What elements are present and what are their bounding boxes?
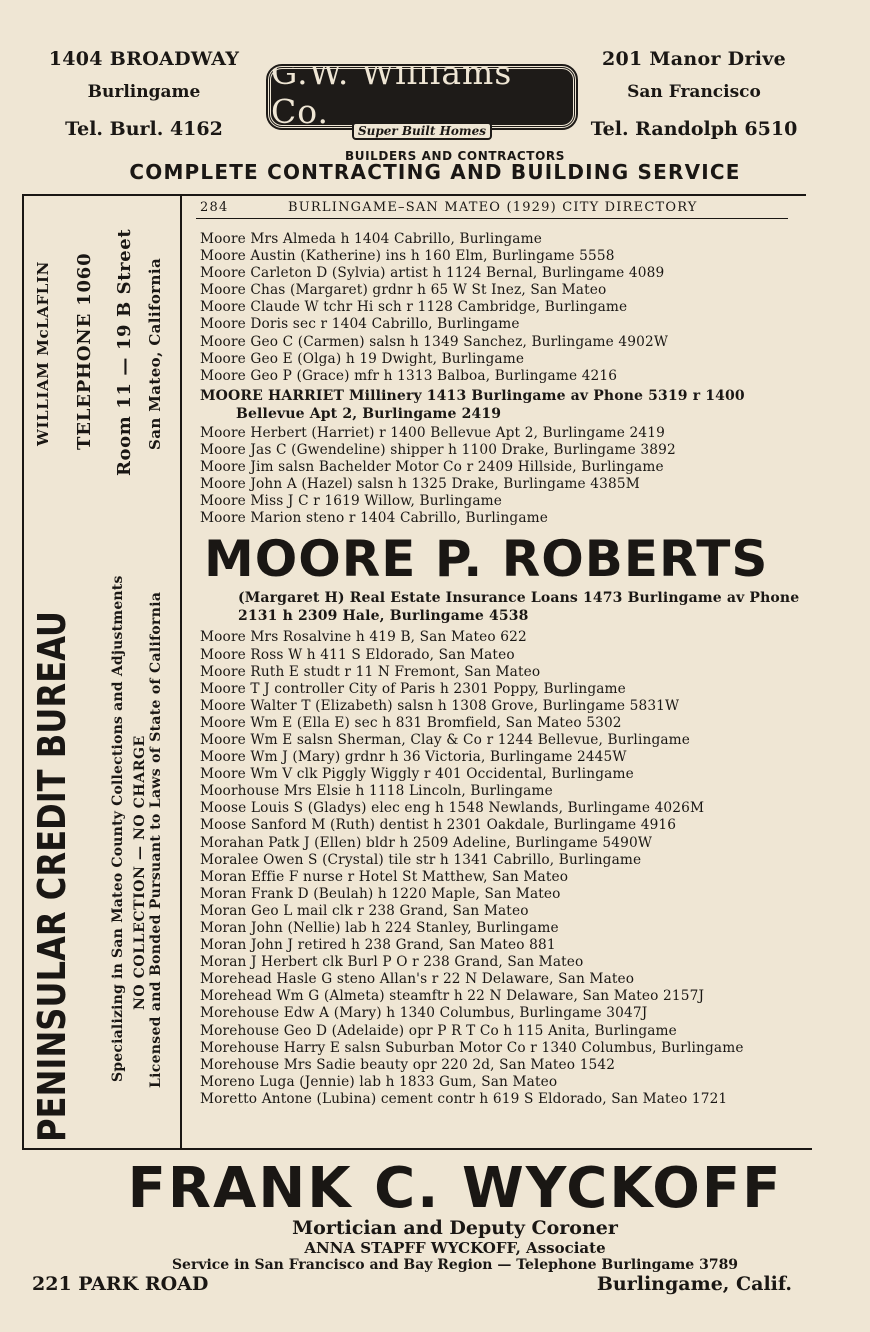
bottom-rule [22, 1148, 812, 1150]
header-left-block [38, 48, 250, 140]
bold-listing: MOORE HARRIET Millinery 1413 Burlingame av Phone 5319 r 1400 Bellevue Apt 2, Burlingame 2419 [200, 387, 745, 422]
list-item: Moore Geo E (Olga) h 19 Dwight, Burlingame [200, 350, 525, 367]
header-left-city: Burlingame [87, 82, 201, 102]
list-item: Moore Wm E salsn Sherman, Clay & Co r 1244 Bellevue, Burlingame [200, 731, 691, 748]
directory-title: BURLINGAME–SAN MATEO (1929) CITY DIRECTORY [288, 200, 698, 215]
footer-business-name: FRANK C. WYCKOFF [127, 1156, 783, 1221]
list-item: Moore T J controller City of Paris h 2301 Poppy, Burlingame [200, 680, 626, 697]
list-item: Moran Effie F nurse r Hotel St Matthew, San Mateo [200, 868, 569, 885]
list-item: Moorhouse Mrs Elsie h 1118 Lincoln, Burlingame [200, 783, 553, 800]
bureau-specialty: Specializing in San Mateo County Collections and Adjustments [110, 575, 126, 1082]
footer-service: Service in San Francisco and Bay Region — Telephone Burlingame 3789 [171, 1257, 739, 1273]
list-item: Morehead Wm G (Almeta) steamftr h 22 N Delaware, San Mateo 2157J [200, 988, 705, 1005]
builders-line: BUILDERS AND CONTRACTORS [345, 149, 565, 163]
footer-city: Burlingame, Calif. [596, 1273, 792, 1295]
bureau-phone: TELEPHONE 1060 [74, 252, 95, 450]
list-item: Morehouse Edw A (Mary) h 1340 Columbus, Burlingame 3047J [200, 1005, 648, 1022]
list-item: Moran John (Nellie) lab h 224 Stanley, Burlingame [200, 920, 559, 936]
list-item: Morehouse Mrs Sadie beauty opr 220 2d, San Mateo 1542 [200, 1056, 616, 1073]
header-right-city: San Francisco [627, 82, 761, 102]
directory-running-head [200, 200, 790, 215]
list-item: Morehead Hasle G steno Allan's r 22 N Delaware, San Mateo [200, 971, 635, 988]
list-item: Moore Miss J C r 1619 Willow, Burlingame [200, 493, 503, 510]
list-item: Moore Wm V clk Piggly Wiggly r 401 Occidental, Burlingame [200, 766, 634, 783]
header-right-phone: Tel. Randolph 6510 [590, 118, 798, 140]
list-item: Moran Frank D (Beulah) h 1220 Maple, San Mateo [200, 885, 561, 902]
list-item: Moreno Luga (Jennie) lab h 1833 Gum, San Mateo [200, 1073, 558, 1090]
list-item: Moore Geo P (Grace) mfr h 1313 Balboa, Burlingame 4216 [200, 367, 618, 384]
list-item: Moore Doris sec r 1404 Cabrillo, Burlingame [200, 316, 520, 333]
featured-listing-name: MOORE P. ROBERTS [204, 530, 769, 589]
header-left-phone: Tel. Burl. 4162 [65, 118, 223, 140]
list-item: Moore Herbert (Harriet) r 1400 Bellevue Apt 2, Burlingame 2419 [200, 424, 665, 441]
logo-text: G.W. Williams Co. [271, 53, 513, 131]
list-item: Moose Sanford M (Ruth) dentist h 2301 Oakdale, Burlingame 4916 [200, 817, 677, 834]
list-item: Moore Carleton D (Sylvia) artist h 1124 Bernal, Burlingame 4089 [200, 265, 665, 282]
bureau-licensed: Licensed and Bonded Pursuant to Laws of State of California [148, 591, 164, 1088]
dir-header-rule [196, 218, 788, 219]
list-item: Moore Jim salsn Bachelder Motor Co r 2409 Hillside, Burlingame [200, 459, 664, 476]
list-item: Moore Ross W h 411 S Eldorado, San Mateo [200, 646, 515, 663]
list-item: Moore Mrs Rosalvine h 419 B, San Mateo 622 [200, 629, 527, 646]
bureau-room: Room 11 — 19 B Street [114, 228, 135, 476]
bureau-no-charge: NO COLLECTION — NO CHARGE [132, 735, 148, 1010]
list-item: Morahan Patk J (Ellen) bldr h 2509 Adeline, Burlingame 5490W [200, 834, 653, 851]
directory-entries [200, 231, 815, 1108]
bureau-person: WILLIAM McLAFLIN [34, 261, 52, 446]
list-item: Moretto Antone (Lubina) cement contr h 619 S Eldorado, San Mateo 1721 [200, 1090, 728, 1107]
header-left-address: 1404 BROADWAY [48, 48, 240, 70]
list-item: Moore John A (Hazel) salsn h 1325 Drake, Burlingame 4385M [200, 476, 640, 493]
list-item: Moore Walter T (Elizabeth) salsn h 1308 Grove, Burlingame 5831W [200, 697, 680, 714]
list-item: Moore Chas (Margaret) grdnr h 65 W St Inez, San Mateo [200, 282, 607, 299]
list-item: Moran J Herbert clk Burl P O r 238 Grand, San Mateo [200, 954, 584, 971]
list-item: Moose Louis S (Gladys) elec eng h 1548 Newlands, Burlingame 4026M [200, 800, 705, 817]
list-item: Moran Geo L mail clk r 238 Grand, San Mateo [200, 902, 529, 919]
logo-subtitle: Super Built Homes [352, 122, 492, 140]
list-item: Moore Mrs Almeda h 1404 Cabrillo, Burlingame [200, 231, 542, 247]
list-item: Moore Wm J (Mary) grdnr h 36 Victoria, Burlingame 2445W [200, 749, 627, 766]
list-item: Morehouse Harry E salsn Suburban Motor Co r 1340 Columbus, Burlingame [200, 1039, 744, 1056]
list-item: Moore Geo C (Carmen) salsn h 1349 Sanchez, Burlingame 4902W [200, 333, 669, 350]
tagline: COMPLETE CONTRACTING AND BUILDING SERVICE [129, 160, 741, 184]
header-right-block [588, 48, 800, 140]
footer-associate: ANNA STAPFF WYCKOFF, Associate [304, 1239, 606, 1257]
bureau-name: PENINSULAR CREDIT BUREAU [30, 611, 74, 1142]
list-item: Moore Jas C (Gwendeline) shipper h 1100 Drake, Burlingame 3892 [200, 441, 676, 458]
list-item: Moran John J retired h 238 Grand, San Mateo 881 [200, 937, 556, 954]
header-right-address: 201 Manor Drive [601, 48, 787, 70]
list-item: Moore Marion steno r 1404 Cabrillo, Burlingame [200, 510, 549, 527]
bureau-city: San Mateo, California [146, 257, 164, 450]
list-item: Moore Austin (Katherine) ins h 160 Elm, Burlingame 5558 [200, 248, 615, 265]
list-item: Moore Wm E (Ella E) sec h 831 Bromfield, San Mateo 5302 [200, 714, 622, 731]
featured-listing-detail: (Margaret H) Real Estate Insurance Loans 1473 Burlingame av Phone 2131 h 2309 Hale, Burlingame 4538 [238, 590, 800, 625]
top-rule [22, 194, 806, 196]
list-item: Morehouse Geo D (Adelaide) opr P R T Co h 115 Anita, Burlingame [200, 1022, 677, 1039]
list-item: Moralee Owen S (Crystal) tile str h 1341 Cabrillo, Burlingame [200, 851, 642, 868]
credit-bureau-ad [24, 200, 180, 1146]
list-item: Moore Ruth E studt r 11 N Fremont, San Mateo [200, 663, 541, 680]
sidebar-divider [180, 194, 182, 1150]
footer-title: Mortician and Deputy Coroner [292, 1217, 618, 1239]
footer-address: 221 PARK ROAD [32, 1273, 209, 1295]
list-item: Moore Claude W tchr Hi sch r 1128 Cambridge, Burlingame [200, 299, 628, 316]
page-number: 284 [200, 200, 229, 215]
